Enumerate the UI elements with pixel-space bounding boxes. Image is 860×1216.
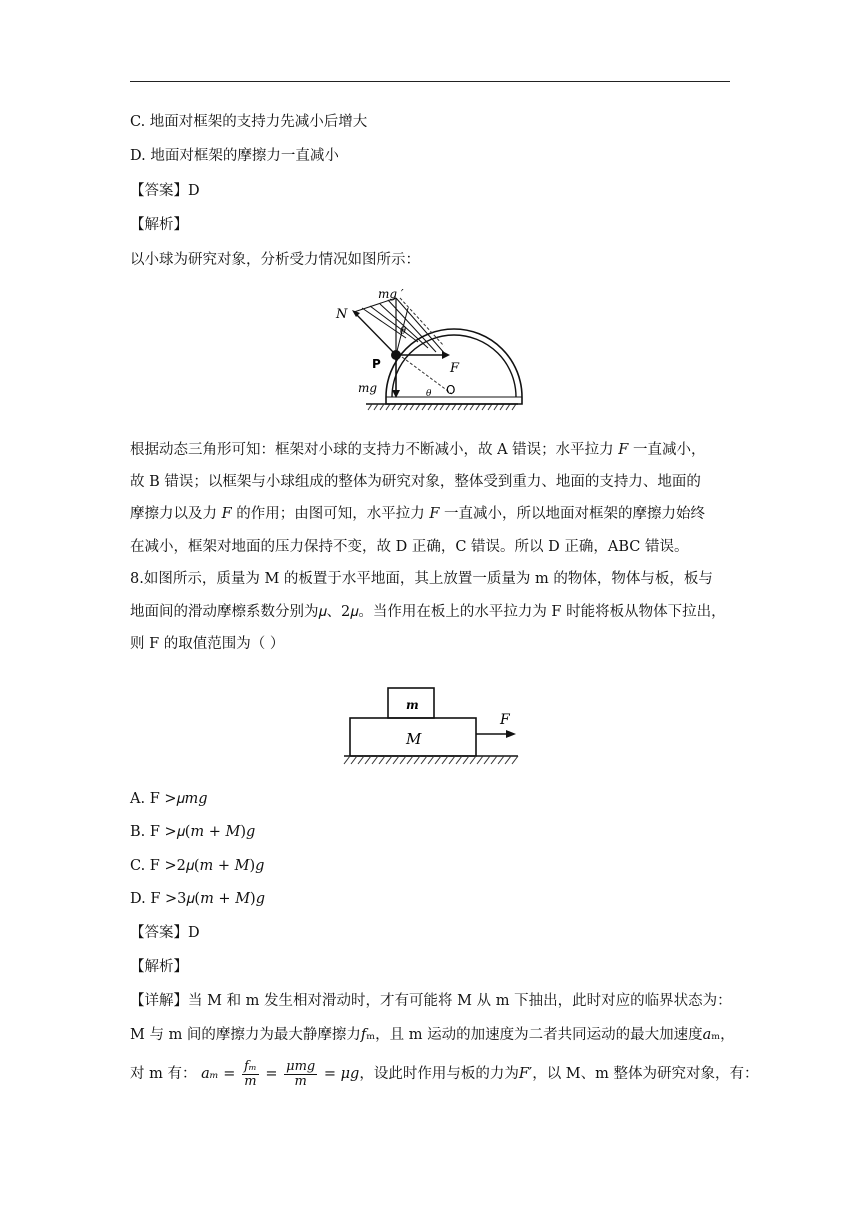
analysis-para-1: 根据动态三角形可知：框架对小球的支持力不断减小，故 A 错误；水平拉力 𝐹 一直减小，: [130, 442, 706, 458]
force-diagram-figure: [328, 286, 538, 412]
label-force-f: F: [500, 712, 510, 728]
label-p: P: [372, 357, 381, 371]
label-f: F: [450, 361, 460, 376]
fraction-numerator: 𝜇𝑚𝑔: [286, 1058, 316, 1074]
label-big-m: M: [406, 730, 422, 748]
fraction-numerator: 𝑓ₘ: [243, 1058, 257, 1074]
label-m: m: [406, 698, 419, 712]
label-mg-prime: mg ′: [378, 287, 404, 301]
label-n: N: [336, 307, 348, 322]
detail-suffix: ，设此时作用与板的力为𝐹′，以 M、m 整体为研究对象，有：: [359, 1066, 759, 1082]
option-d: D. 地面对框架的摩擦力一直减小: [130, 148, 339, 164]
option-c-8: C. F >2𝜇(𝑚 + 𝑀)𝑔: [130, 858, 265, 874]
label-o: O: [446, 383, 456, 397]
question-8-line-1: 8.如图所示，质量为 M 的板置于水平地面，其上放置一质量为 m 的物体，物体与板，板与: [130, 571, 713, 587]
fraction-denominator: 𝑚: [244, 1073, 257, 1089]
option-a-8: A. F >𝜇𝑚𝑔: [130, 791, 208, 807]
detail-prefix: 对 m 有：: [130, 1066, 197, 1082]
answer-label: 【答案】D: [130, 183, 200, 199]
label-theta-bottom: θ: [426, 389, 432, 399]
label-mg: mg: [358, 381, 378, 395]
analysis-label-8: 【解析】: [130, 959, 188, 975]
analysis-para-3: 摩擦力以及力 𝐹 的作用；由图可知，水平拉力 𝐹 一直减小，所以地面对框架的摩擦力始终: [130, 506, 706, 522]
option-b-8: B. F >𝜇(𝑚 + 𝑀)𝑔: [130, 824, 256, 840]
detail-line-1: 【详解】当 M 和 m 发生相对滑动时，才有可能将 M 从 m 下抽出，此时对应的临界状态为：: [130, 993, 732, 1009]
label-theta-top: θ: [400, 326, 407, 337]
detail-line-2: M 与 m 间的摩擦力为最大静摩擦力𝑓ₘ，且 m 运动的加速度为二者共同运动的最大加速度𝑎ₘ，: [130, 1027, 735, 1043]
result-ug: = 𝜇𝑔: [323, 1066, 360, 1082]
answer-label-8: 【答案】D: [130, 925, 200, 941]
option-d-8: D. F >3𝜇(𝑚 + 𝑀)𝑔: [130, 891, 265, 907]
accel-am: 𝑎ₘ =: [201, 1066, 236, 1082]
analysis-para-2: 故 B 错误；以框架与小球组成的整体为研究对象，整体受到重力、地面的支持力、地面的: [130, 474, 701, 490]
detail-line-3: [130, 1058, 759, 1090]
analysis-label: 【解析】: [130, 217, 188, 233]
board-block-figure: [340, 684, 524, 772]
fraction-denominator: 𝑚: [294, 1073, 307, 1089]
fraction-umg-over-m: [284, 1060, 317, 1089]
header-rule: [130, 81, 730, 82]
option-c: C. 地面对框架的支持力先减小后增大: [130, 114, 368, 130]
analysis-para-4: 在减小，框架对地面的压力保持不变，故 D 正确，C 错误。所以 D 正确，ABC 错误。: [130, 539, 689, 555]
question-8-line-2: 地面间的滑动摩檫系数分别为𝜇、2𝜇。当作用在板上的水平拉力为 F 时能将板从物体下拉出，: [130, 604, 726, 620]
analysis-text: 以小球为研究对象，分析受力情况如图所示：: [130, 252, 420, 268]
fraction-fm-over-m: [242, 1060, 259, 1089]
question-8-line-3: 则 F 的取值范围为（ ）: [130, 636, 285, 652]
equals-sign: =: [265, 1066, 278, 1082]
